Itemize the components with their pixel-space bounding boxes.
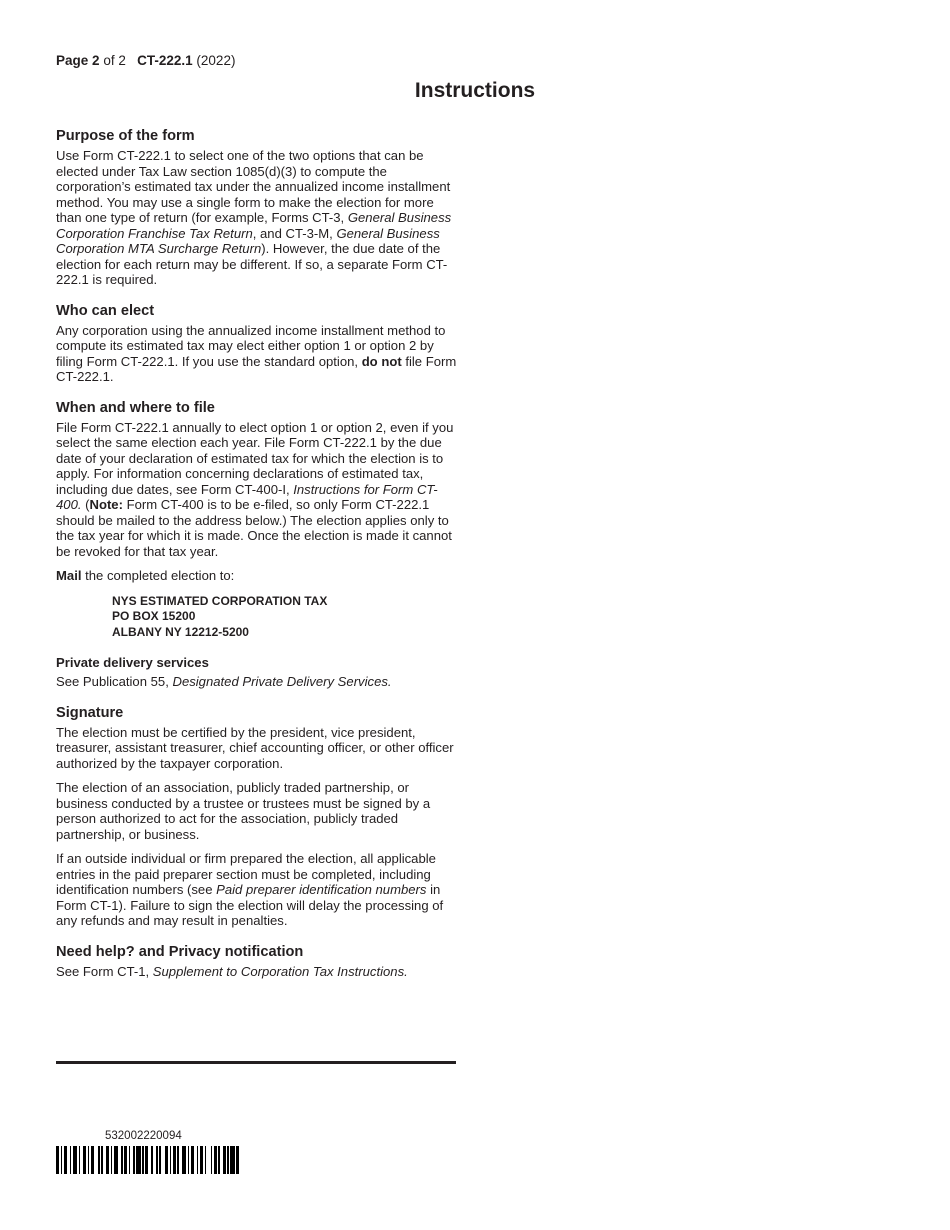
- private-text: [56, 674, 458, 690]
- who-text: [56, 323, 458, 385]
- purpose-text-3: ). However, the due date of the election for each return may be different. If so, a separate Form CT-222.1 is required.: [56, 241, 448, 287]
- section-who-can-elect: [56, 303, 458, 385]
- who-text-2: file Form CT-222.1.: [56, 353, 457, 384]
- page-label: Page: [56, 53, 89, 68]
- when-text-1: File Form CT-222.1 annually to elect option 1 or option 2, even if you select the same election each year. File Form CT-222.1 by the due date of your declaration of estimated tax for which the election is to apply. For information concerning declarations of estimated tax, including due dates, see Form CT-400-I,: [56, 419, 454, 497]
- signature-text-1: The election must be certified by the president, vice president, treasurer, assistant treasurer, chief accounting officer, or other officer authorized by the taxpayer corporation.: [56, 724, 454, 771]
- page-title: Instructions: [414, 79, 536, 102]
- help-heading: Need help? and Privacy notification: [56, 943, 304, 960]
- mail-line: [56, 568, 458, 584]
- purpose-heading: Purpose of the form: [56, 128, 195, 144]
- mailing-address: [112, 594, 458, 641]
- barcode-number: 532002220094: [105, 1130, 182, 1142]
- private-italic-1: Designated Private Delivery Services.: [172, 674, 392, 689]
- help-italic-1: Supplement to Corporation Tax Instructions.: [152, 963, 408, 979]
- section-private-delivery: [56, 655, 458, 690]
- who-text-1: Any corporation using the annualized income installment method to compute its estimated tax may elect either option 1 or option 2 by filing Form CT-222.1. If you use the standard option,: [56, 322, 446, 369]
- mail-bold: Mail: [56, 568, 82, 583]
- who-heading: Who can elect: [56, 302, 155, 319]
- purpose-italic-2: General Business Corporation MTA Surcharge Return: [56, 225, 440, 256]
- purpose-italic-1: General Business Corporation Franchise Tax Return: [56, 210, 452, 241]
- signature-text-2: The election of an association, publicly traded partnership, or business conducted by a trustee or trustees must be signed by a person authorized to act for the association, publicly traded partnership, or business.: [56, 780, 431, 842]
- section-need-help: [56, 944, 458, 980]
- signature-p3-italic: Paid preparer identification numbers: [216, 882, 427, 897]
- private-text-1: See Publication 55,: [56, 674, 173, 689]
- mail-rest: the completed election to:: [81, 568, 235, 583]
- address-line: PO BOX 15200: [112, 609, 196, 623]
- when-text-3: Form CT-400 is to be e-filed, so only Form CT-222.1 should be mailed to the address below.) The election applies only to the tax year for which it is made. Once the election is made it cannot be revoked for that tax year.: [56, 497, 452, 559]
- when-note-label: Note:: [89, 497, 123, 512]
- section-divider-rule: [56, 1061, 456, 1064]
- page-of: of 2: [103, 53, 126, 68]
- when-italic-1: Instructions for Form CT-400.: [56, 481, 438, 512]
- purpose-text: [56, 148, 458, 288]
- when-heading: When and where to file: [56, 399, 215, 416]
- address-line: ALBANY NY 12212-5200: [112, 624, 249, 639]
- signature-heading: Signature: [56, 704, 124, 721]
- section-signature: [56, 705, 458, 929]
- who-bold-1: do not: [361, 353, 402, 369]
- purpose-text-1: Use Form CT-222.1 to select one of the two options that can be elected under Tax Law section 1085(d)(3) to compute the corporation’s estimated tax under the annualized income installment method. You may use a single form to make the election for more than one type of return (for example, Forms CT-3,: [56, 148, 451, 225]
- purpose-text-2: , and CT-3-M,: [252, 225, 337, 241]
- instructions-column: [56, 128, 458, 994]
- section-when-where: [56, 400, 458, 641]
- private-heading: Private delivery services: [56, 655, 209, 670]
- form-id: CT-222.1: [137, 53, 193, 68]
- page-number: 2: [92, 53, 100, 68]
- form-year: (2022): [196, 53, 236, 68]
- when-text: [56, 420, 458, 560]
- help-text-1: See Form CT-1,: [56, 963, 153, 979]
- when-text-2: (: [81, 497, 90, 512]
- help-text: [56, 964, 458, 980]
- signature-p3-text-2: in Form CT-1). Failure to sign the election will delay the processing of any refunds and may result in penalties.: [56, 882, 444, 928]
- barcode: [56, 1146, 240, 1174]
- address-line: NYS ESTIMATED CORPORATION TAX: [112, 593, 328, 608]
- signature-text-3: [56, 851, 458, 929]
- section-purpose: [56, 128, 458, 288]
- barcode-bar: [236, 1146, 239, 1174]
- page-header: [56, 53, 235, 68]
- signature-p3-text-1: If an outside individual or firm prepared the election, all applicable entries in the paid preparer section must be completed, including identification numbers (see: [56, 851, 436, 897]
